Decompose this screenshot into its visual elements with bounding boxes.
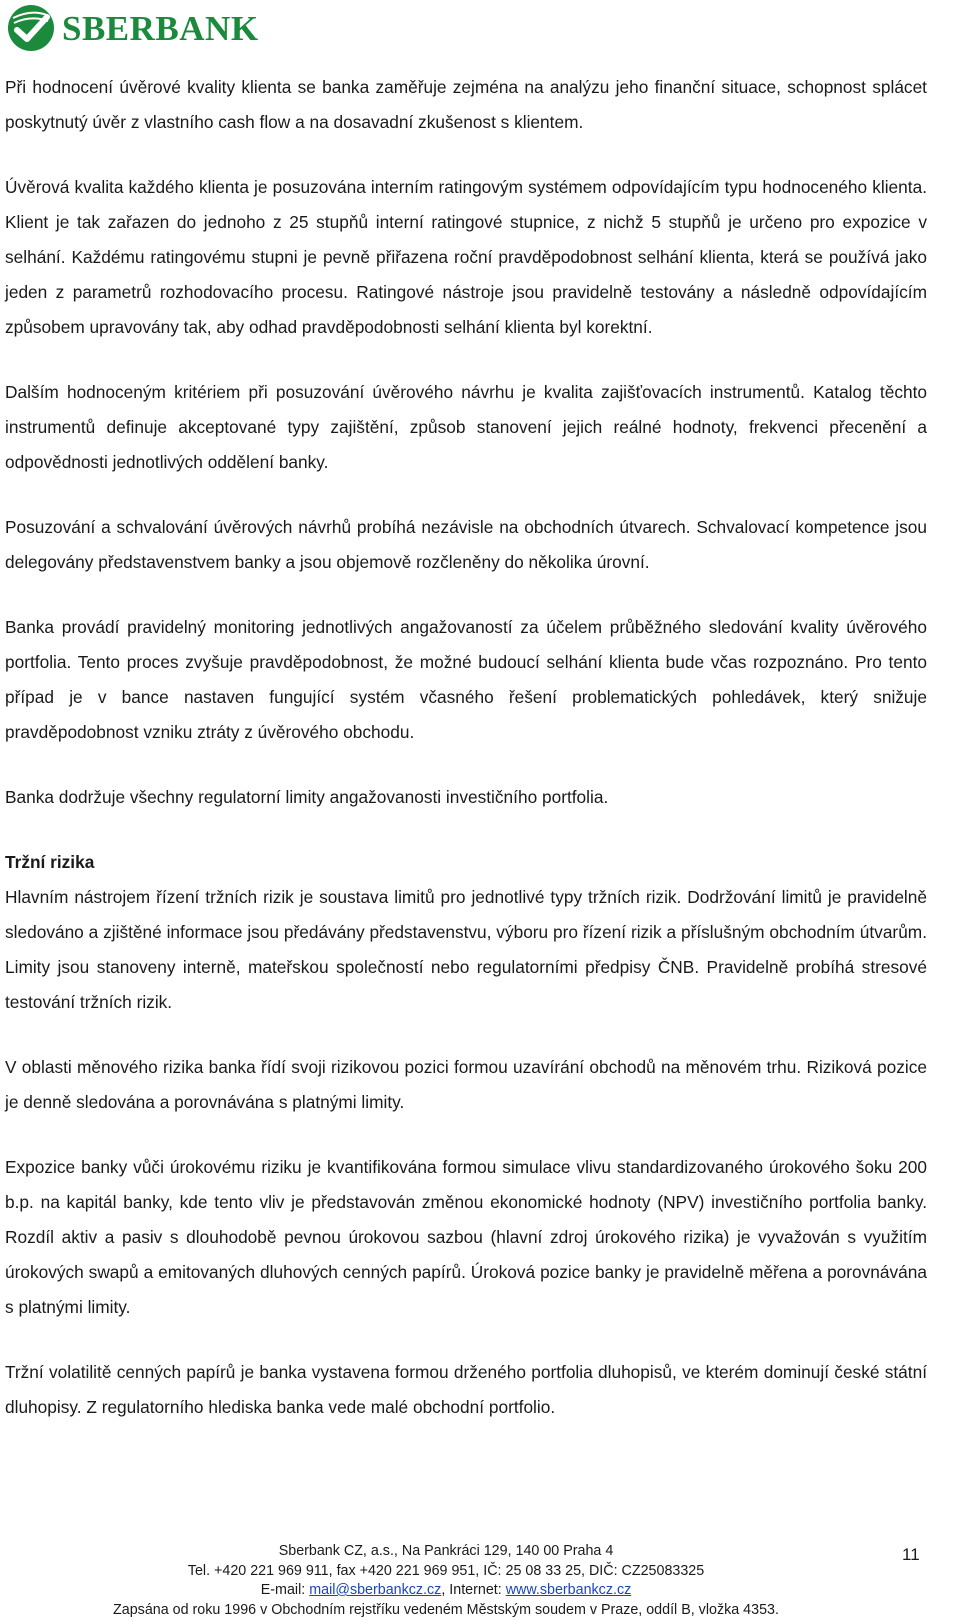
sberbank-logo <box>6 3 259 53</box>
section-paragraph: Hlavním nástrojem řízení tržních rizik je soustava limitů pro jednotlivé typy tržních rizik. Dodržování limitů je pravidelně sledováno a zjištěné informace jsou předávány představenstvu, výboru pro řízení rizik a příslušným obchodním útvarům. Limity jsou stanoveny interně, mateřskou společností nebo regulatorními předpisy ČNB. Pravidelně probíhá stresové testování tržních rizik. <box>5 887 927 1012</box>
email-label: E-mail: <box>260 1582 310 1598</box>
paragraph: Dalším hodnoceným kritériem při posuzování úvěrového návrhu je kvalita zajišťovacích instrumentů. Katalog těchto instrumentů definuje akceptované typy zajištění, způsob stanovení jejich reálné hodnoty, frekvenci přecenění a odpovědnosti jednotlivých oddělení banky. <box>5 382 927 472</box>
section-paragraph: Expozice banky vůči úrokovému riziku je kvantifikována formou simulace vlivu standardizovaného úrokového šoku 200 b.p. na kapitál banky, kde tento vliv je představován změnou ekonomické hodnoty (NPV) investičního portfolia banky. Rozdíl aktiv a pasiv s dlouhodobě pevnou úrokovou sazbou (hlavní zdroj úrokového rizika) je vyvažován s využitím úrokových swapů a emitovaných dluhových cenných papírů. Úroková pozice banky je pravidelně měřena a porovnávána s platnými limity. <box>5 1157 927 1317</box>
email-link[interactable]: mail@sberbankcz.cz <box>309 1582 442 1598</box>
section-paragraph: Tržní volatilitě cenných papírů je banka vystavena formou drženého portfolia dluhopisů, ve kterém dominují české státní dluhopisy. Z regulatorního hlediska banka vede malé obchodní portfolio. <box>5 1362 927 1417</box>
website-link[interactable]: www.sberbankcz.cz <box>505 1582 632 1598</box>
paragraph: Banka dodržuje všechny regulatorní limity angažovanosti investičního portfolia. <box>5 787 609 807</box>
logo-text: SBERBANK <box>62 8 259 48</box>
section-heading-market-risk: Tržní rizika <box>5 852 95 872</box>
sberbank-logo-icon <box>6 3 56 53</box>
footer-links <box>0 1581 892 1601</box>
page-number: 11 <box>902 1545 920 1564</box>
footer-contacts: Tel. +420 221 969 911, fax +420 221 969 951, IČ: 25 08 33 25, DIČ: CZ25083325 <box>187 1562 705 1579</box>
paragraph: Posuzování a schvalování úvěrových návrhů probíhá nezávisle na obchodních útvarech. Schvalovací kompetence jsou delegovány představenstvem banky a jsou objemově rozčleněny do několika úrovní. <box>5 517 927 572</box>
document-body <box>5 70 927 1425</box>
section-paragraph: V oblasti měnového rizika banka řídí svoji rizikovou pozici formou uzavírání obchodů na měnovém trhu. Riziková pozice je denně sledována a porovnávána s platnými limity. <box>5 1057 927 1112</box>
paragraph: Banka provádí pravidelný monitoring jednotlivých angažovaností za účelem průběžného sledování kvality úvěrového portfolia. Tento proces zvyšuje pravděpodobnost, že možné budoucí selhání klienta bude včas rozpoznáno. Pro tento případ je v bance nastaven fungující systém včasného řešení problematických pohledávek, který snižuje pravděpodobnost vzniku ztráty z úvěrového obchodu. <box>5 617 927 742</box>
internet-label: , Internet: <box>441 1582 506 1598</box>
paragraph: Úvěrová kvalita každého klienta je posuzována interním ratingovým systémem odpovídajícím typu hodnoceného klienta. Klient je tak zařazen do jednoho z 25 stupňů interní ratingové stupnice, z nichž 5 stupňů je určeno pro expozice v selhání. Každému ratingovému stupni je pevně přiřazena roční pravděpodobnost selhání klienta, která se používá jako jeden z parametrů rozhodovacího procesu. Ratingové nástroje jsou pravidelně testovány a následně odpovídajícím způsobem upravovány tak, aby odhad pravděpodobnosti selhání klienta byl korektní. <box>5 177 927 337</box>
footer-registration: Zapsána od roku 1996 v Obchodním rejstříku vedeném Městským soudem v Praze, oddíl B, vložka 4353. <box>113 1601 779 1618</box>
paragraph: Při hodnocení úvěrové kvality klienta se banka zaměřuje zejména na analýzu jeho finanční situace, schopnost splácet poskytnutý úvěr z vlastního cash flow a na dosavadní zkušenost s klientem. <box>5 77 927 132</box>
page-footer <box>0 1542 892 1620</box>
footer-address: Sberbank CZ, a.s., Na Pankráci 129, 140 00 Praha 4 <box>278 1543 614 1559</box>
